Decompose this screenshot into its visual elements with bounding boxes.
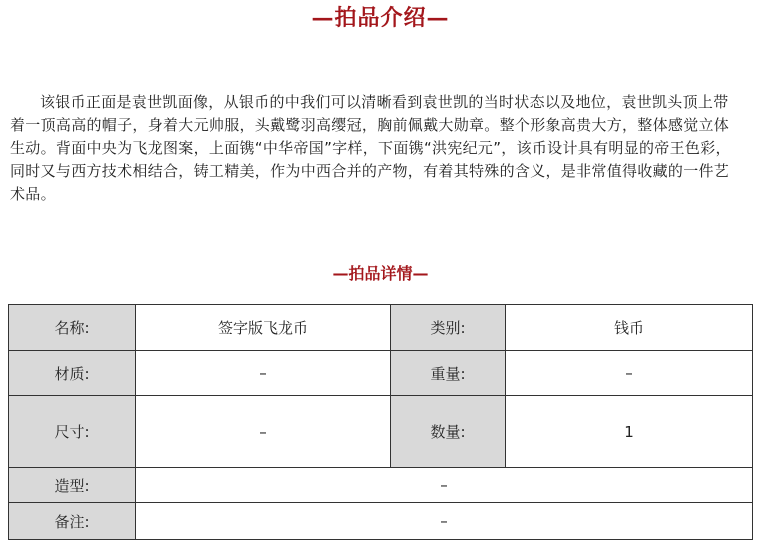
shape-label: 造型: bbox=[9, 468, 136, 503]
table-row bbox=[9, 351, 753, 396]
remark-label: 备注: bbox=[9, 503, 136, 540]
material-label: 材质: bbox=[9, 351, 136, 396]
table-row bbox=[9, 305, 753, 351]
category-value: 钱币 bbox=[506, 305, 753, 351]
intro-text: 该银币正面是袁世凯面像，从银币的中我们可以清晰看到袁世凯的当时状态以及地位，袁世凯头顶上带着一顶高高的帽子，身着大元帅服，头戴鹭羽高缨冠，胸前佩戴大勋章。整个形象高贵大方，整体感觉立体生动。背面中央为飞龙图案，上面镌“中华帝国”字样，下面镌“洪宪纪元”，该币设计具有明显的帝王色彩，同时又与西方技术相结合，铸工精美，作为中西合并的产物，有着其特殊的含义，是非常值得收藏的一件艺术品。 bbox=[10, 93, 731, 203]
quantity-value: 1 bbox=[506, 396, 753, 468]
weight-label: 重量: bbox=[391, 351, 506, 396]
size-value: – bbox=[136, 396, 391, 468]
quantity-label: 数量: bbox=[391, 396, 506, 468]
category-label: 类别: bbox=[391, 305, 506, 351]
name-value: 签字版飞龙币 bbox=[136, 305, 391, 351]
table-row bbox=[9, 396, 753, 468]
intro-title: —拍品介绍— bbox=[311, 5, 450, 31]
table-row bbox=[9, 503, 753, 540]
remark-value: – bbox=[136, 503, 753, 540]
shape-value: – bbox=[136, 468, 753, 503]
details-table bbox=[8, 304, 753, 540]
size-label: 尺寸: bbox=[9, 396, 136, 468]
material-value: – bbox=[136, 351, 391, 396]
name-label: 名称: bbox=[9, 305, 136, 351]
detail-title: —拍品详情— bbox=[332, 264, 429, 283]
table-row bbox=[9, 468, 753, 503]
weight-value: – bbox=[506, 351, 753, 396]
